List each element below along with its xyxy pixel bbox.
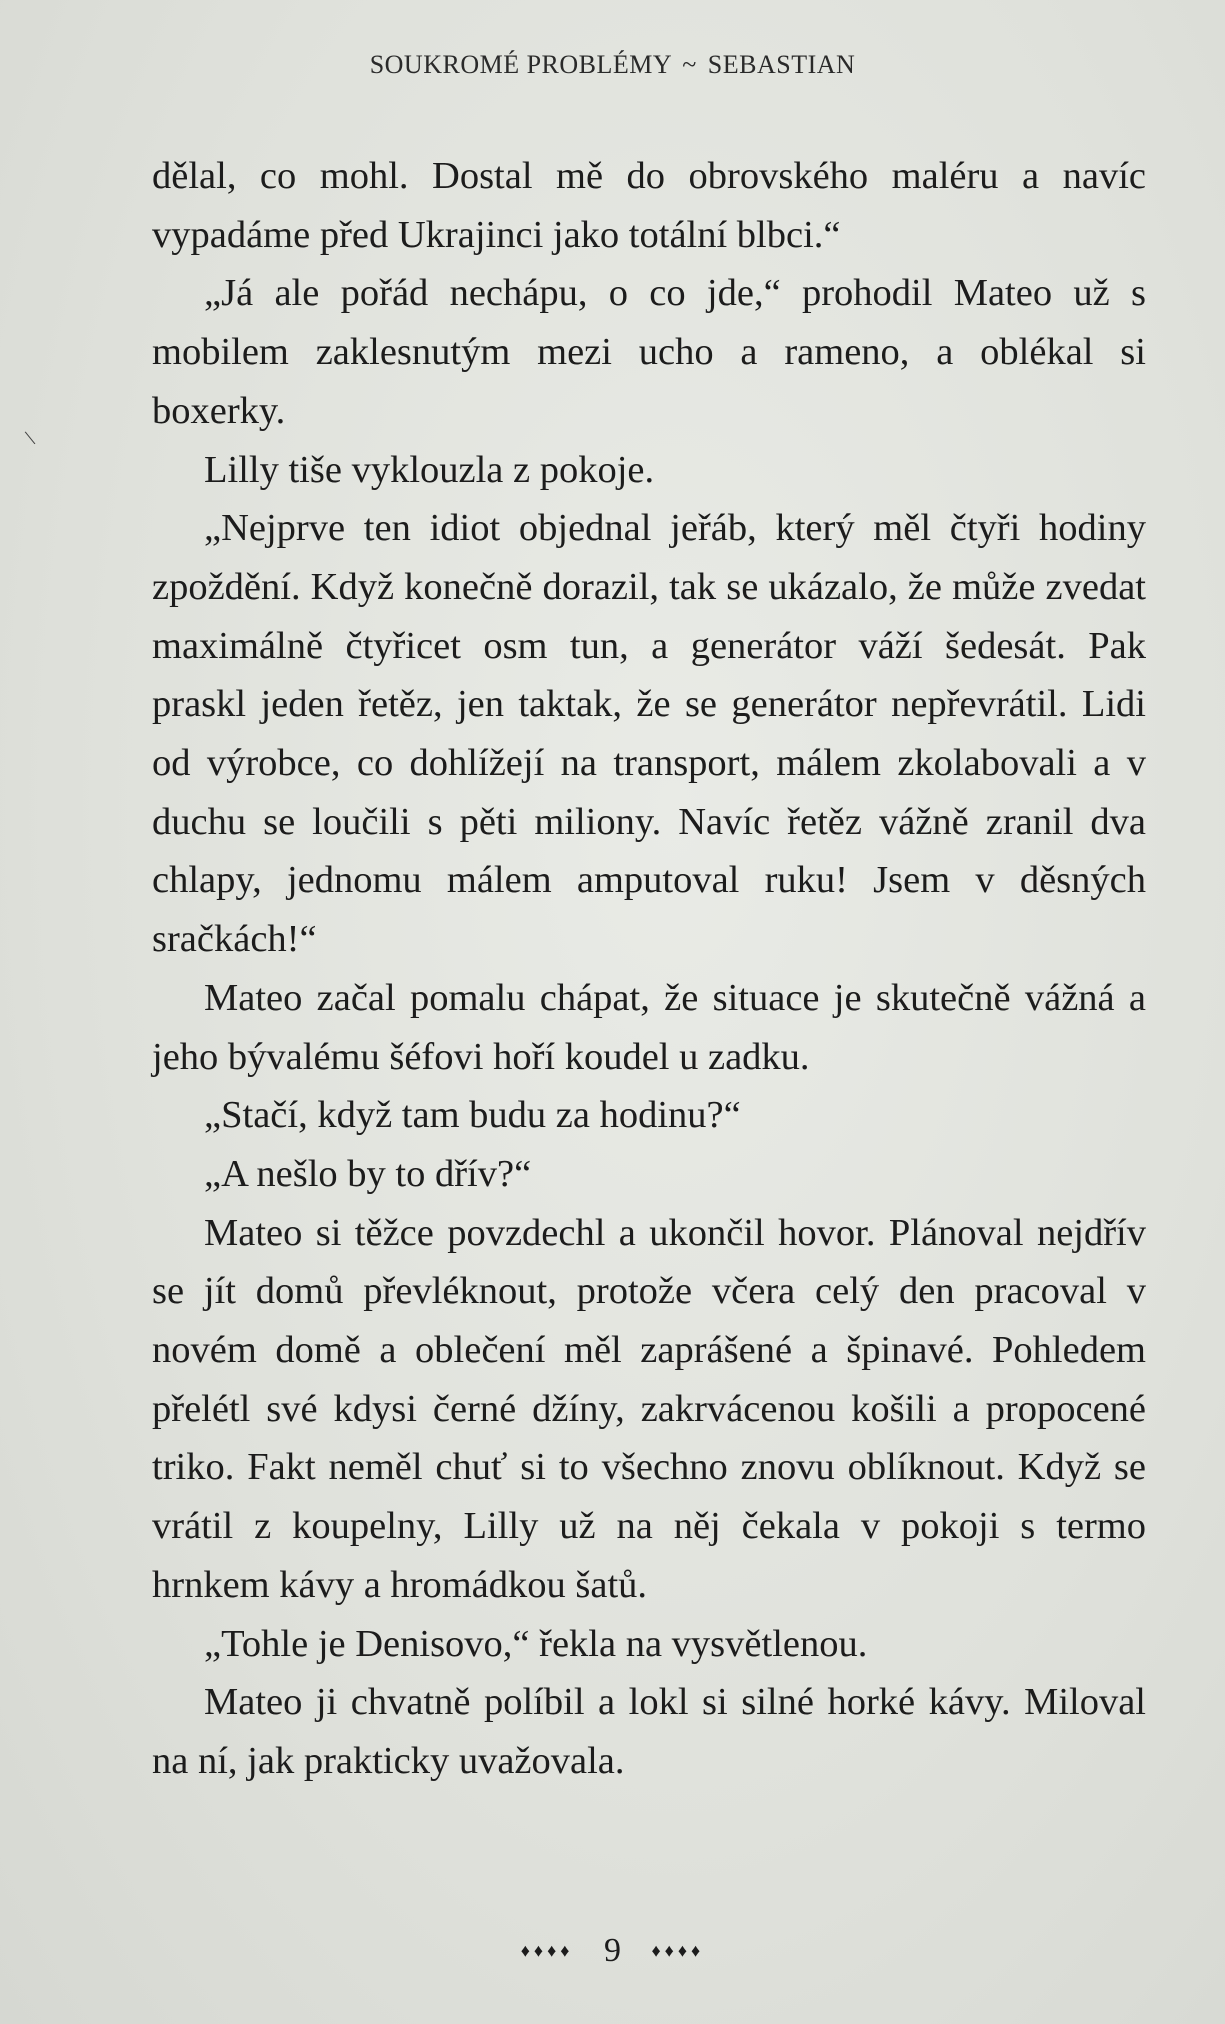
ornament-left: ♦♦♦♦ [520,1940,574,1961]
paragraph-3: Lilly tiše vyklouzla z pokoje. [204,448,655,491]
paragraph-10: Mateo ji chvatně políbil a lokl si silné horké kávy. Miloval na ní, jak prakticky uvažovala. [152,1681,1146,1782]
body-text [152,147,1146,1791]
paragraph-6: „Stačí, když tam budu za hodinu?“ [204,1094,741,1137]
paragraph-5: Mateo začal pomalu chápat, že situace je skutečně vážná a jeho bývalému šéfovi hoří koudel u zadku. [152,976,1146,1078]
running-header [0,50,1225,80]
margin-mark: \ [22,424,38,451]
paragraph-4: „Nejprve ten idiot objednal jeřáb, který měl čtyři hodiny zpoždění. Když konečně dorazil, tak se ukázalo, že může zvedat maximálně čtyřicet osm tun, a generátor váží šedesát. Pak praskl jeden řetěz, jen taktak, že se generátor nepřevrátil. Lidi od výrobce, co dohlížejí na transport, málem zkolabovali a v duchu se loučili s pěti miliony. Navíc řetěz vážně zranil dva chlapy, jednomu málem amputoval ruku! Jsem v děsných sračkách!“ [152,507,1146,961]
paragraph-2: „Já ale pořád nechápu, o co jde,“ prohodil Mateo už s mobilem zaklesnutým mezi ucho a rameno, a oblékal si boxerky. [152,272,1146,432]
ornament-right: ♦♦♦♦ [651,1940,705,1961]
paragraph-9: „Tohle je Denisovo,“ řekla na vysvětlenou. [204,1622,868,1665]
page-footer [0,1930,1225,1970]
header-chapter-title: SEBASTIAN [707,50,856,79]
header-book-title: SOUKROMÉ PROBLÉMY [369,50,672,79]
paragraph-1: dělal, co mohl. Dostal mě do obrovského maléru a navíc vypadáme před Ukrajinci jako totální blbci.“ [152,155,1146,256]
paragraph-8: Mateo si těžce povzdechl a ukončil hovor. Plánoval nejdřív se jít domů převléknout, protože včera celý den pracoval v novém domě a oblečení měl zaprášené a špinavé. Pohledem přelétl své kdysi černé džíny, zakrvácenou košili a propocené triko. Fakt neměl chuť si to všechno znovu oblíknout. Když se vrátil z koupelny, Lilly už na něj čekala v pokoji s termo hrnkem kávy a hromádkou šatů. [152,1211,1146,1606]
header-separator: ~ [682,50,697,79]
paragraph-7: „A nešlo by to dřív?“ [204,1152,532,1195]
page-number: 9 [604,1932,621,1970]
